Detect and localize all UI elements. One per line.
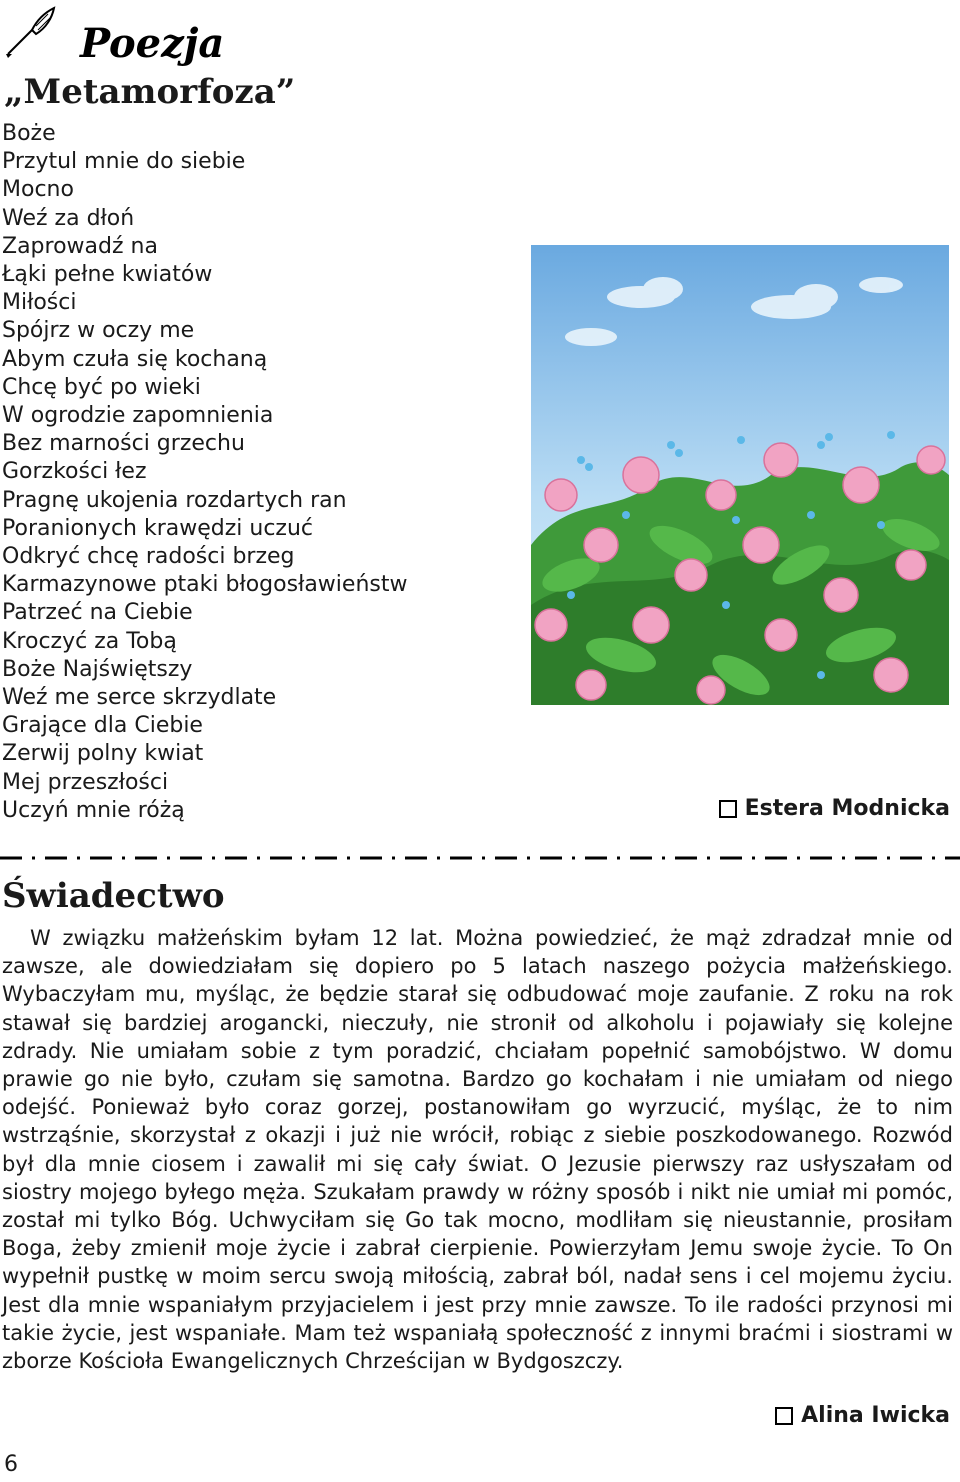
page-number: 6 [4, 1452, 18, 1477]
poem-author: Estera Modnicka [744, 796, 950, 821]
poem-line: Zerwij polny kwiat [2, 741, 204, 767]
poem-line: Grające dla Ciebie [2, 713, 203, 739]
quill-pen-icon [2, 4, 58, 60]
poem-line: Zaprowadź na [2, 233, 158, 259]
poem-author-signature [719, 796, 950, 821]
testimony-author: Alina Iwicka [801, 1403, 950, 1428]
poem-line: Mej przeszłości [2, 769, 169, 795]
poem-line: Poranionych krawędzi uczuć [2, 515, 314, 541]
section-title: Poezja [80, 20, 225, 67]
poem-line: Gorzkości łez [2, 459, 147, 485]
flower-meadow-illustration [531, 245, 949, 705]
testimony-author-signature [775, 1403, 950, 1428]
poem-line: Bez marności grzechu [2, 431, 245, 457]
poem-line: Spójrz w oczy me [2, 318, 195, 344]
poem-line: Kroczyć za Tobą [2, 628, 177, 654]
poem-body [2, 120, 407, 825]
poem-line: Boże Najświętszy [2, 656, 193, 682]
poem-line: Miłości [2, 290, 77, 316]
poem-line: Abym czuła się kochaną [2, 346, 268, 372]
poem-line: Boże [2, 121, 56, 146]
poem-line: Łąki pełne kwiatów [2, 262, 213, 288]
testimony-body: W związku małżeńskim byłam 12 lat. Można powiedzieć, że mąż zdradzał mnie od zawsze, ale dowiedziałam się dopiero po 5 latach naszego pożycia małżeńskiego. Wybaczyłam mu, myśląc, że będzie starał się odbudować moje zaufanie. Z roku na rok stawał się bardziej arogancki, nieczuły, nie stronił od alkoholu i pojawiały się kolejne zdrady. Nie umiałam sobie z tym poradzić, chciałam popełnić samobójstwo. W domu prawie go nie było, czułam się samotna. Bardzo go kochałam i nie umiałam od niego odejść. Ponieważ było coraz gorzej, postanowiłam go wyrzucić, myśląc, że to nim wstrząśnie, skorzystał z okazji i już nie wrócił, robiąc z siebie poszkodowanego. Rozwód był dla mnie ciosem i zawalił mi się cały świat. O Jezusie pierwszy raz usłyszałam od siostry mojego byłego męża. Szukałam prawdy w różny sposób i nikt nie umiał mi pomóc, został mi tylko Bóg. Uchwyciłam się Go tak mocno, modliłam się nieustannie, prosiłam Boga, żeby zmienił moje życie i zabrał cierpienie. Powierzyłam Jemu swoje życie. To On wypełnił pustkę w moim sercu swoją miłością, zabrał ból, nadał sens i cel mojemu życiu. Jest dla mnie wspaniałym przyjacielem i jest przy mnie zawsze. To ile radości przynosi mi takie życie, jest wspaniałe. Mam też wspaniałą społeczność z innymi braćmi i siostrami w zborze Kościoła Ewangelicznych Chrześcijan w Bydgoszczy. [2, 926, 953, 1374]
poem-line: Karmazynowe ptaki błogosławieństw [2, 572, 408, 598]
poem-line: Pragnę ukojenia rozdartych ran [2, 487, 347, 513]
poem-line: Patrzeć na Ciebie [2, 600, 193, 626]
checkbox-bullet-icon [775, 1407, 793, 1425]
poem-title: „Metamorfoza” [4, 72, 296, 112]
poem-line: Mocno [2, 177, 74, 203]
poem-line: W ogrodzie zapomnienia [2, 403, 274, 429]
poem-line: Odkryć chcę radości brzeg [2, 544, 295, 570]
poem-line: Przytul mnie do siebie [2, 149, 246, 175]
poem-line: Weź za dłoń [2, 205, 135, 231]
dash-dot-divider [0, 852, 960, 864]
poem-line: Chcę być po wieki [2, 374, 201, 400]
poem-line: Weź me serce skrzydlate [2, 685, 277, 711]
poem-line: Uczyń mnie różą [2, 797, 185, 823]
testimony-title: Świadectwo [2, 876, 225, 916]
checkbox-bullet-icon [719, 800, 737, 818]
